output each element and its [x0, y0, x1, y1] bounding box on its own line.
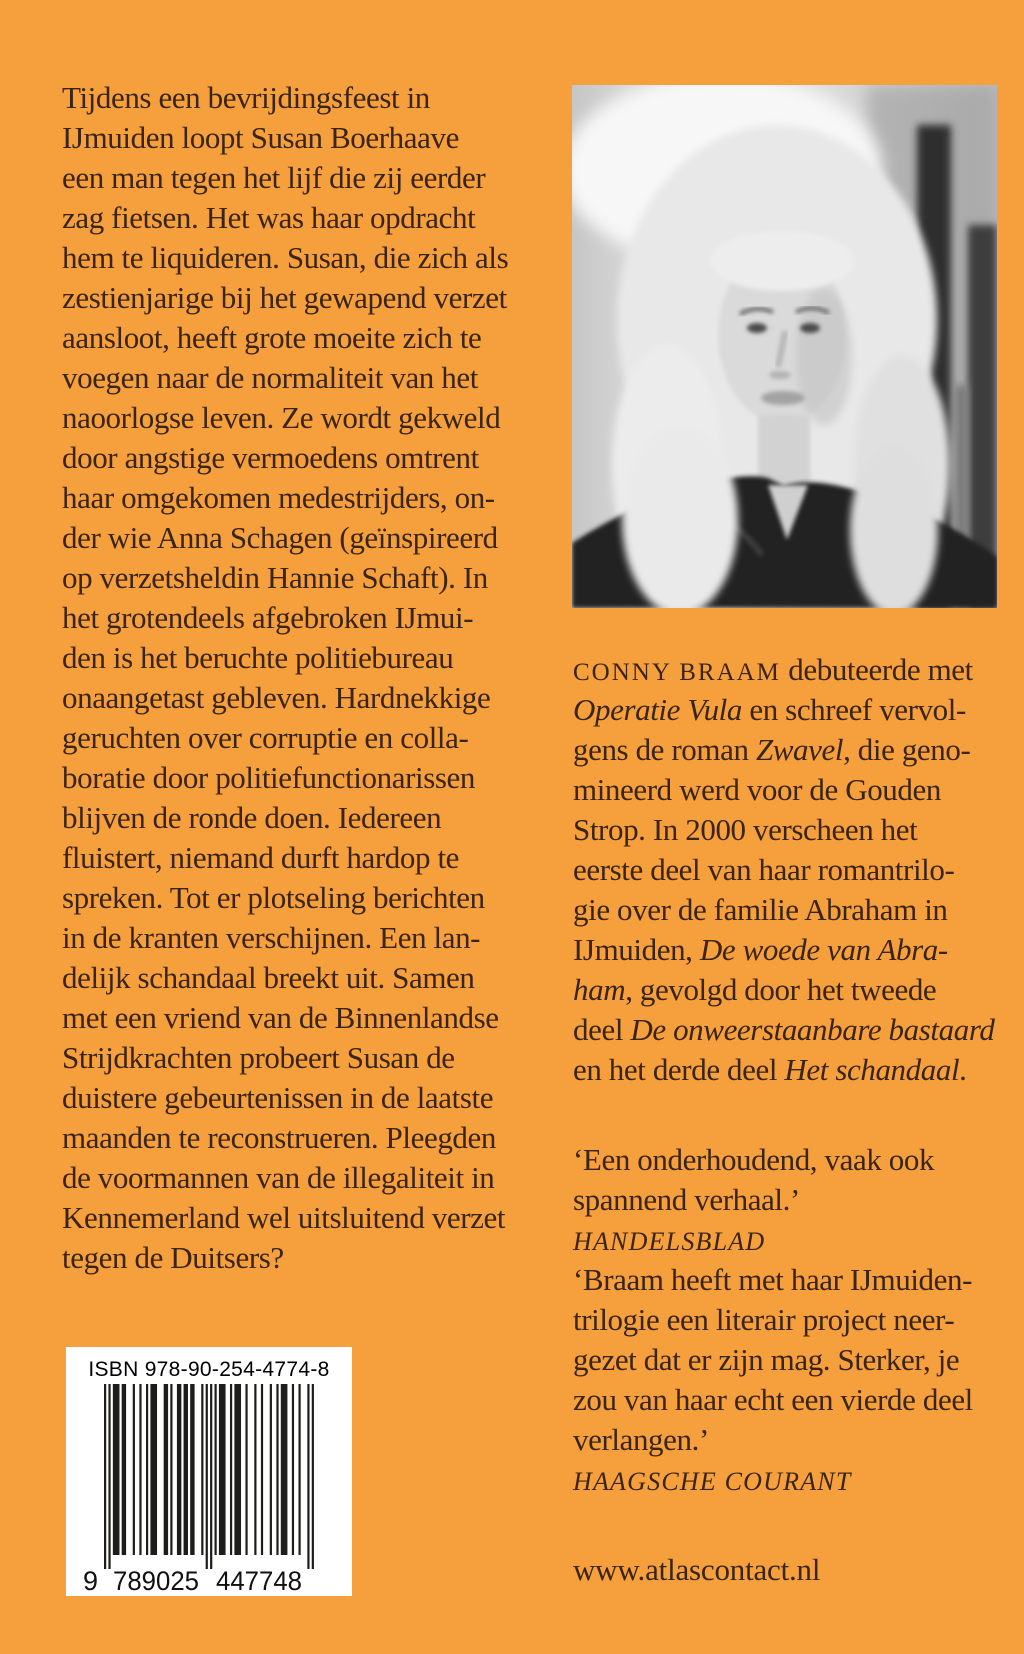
bio-line: deel De onweerstaanbare bastaard [573, 1012, 995, 1047]
synopsis-line: zag fietsen. Het was haar opdracht [62, 200, 476, 235]
author-bio-paragraph [573, 650, 1013, 1090]
synopsis-line: op verzetsheldin Hannie Schaft). In [62, 560, 488, 595]
author-photo-image [572, 85, 997, 608]
bio-line: CONNY BRAAM debuteerde met [573, 652, 973, 687]
synopsis-line: den is het beruchte politiebureau [62, 640, 454, 675]
synopsis-line: een man tegen het lijf die zij eerder [62, 160, 486, 195]
synopsis-line: de voormannen van de illegaliteit in [62, 1160, 495, 1195]
bio-line: eerste deel van haar romantrilo- [573, 852, 955, 887]
bio-line: Strop. In 2000 verscheen het [573, 812, 918, 847]
quote-line: verlangen.’ [573, 1422, 709, 1457]
synopsis-line: Tijdens een bevrijdingsfeest in [62, 80, 430, 115]
synopsis-line: maanden te reconstrueren. Pleegden [62, 1120, 496, 1155]
synopsis-line: in de kranten verschijnen. Een lan- [62, 920, 481, 955]
synopsis-line: het grotendeels afgebroken IJmui- [62, 600, 474, 635]
bio-line: ham, gevolgd door het tweede [573, 972, 937, 1007]
synopsis-line: IJmuiden loopt Susan Boerhaave [62, 120, 459, 155]
bio-line: en het derde deel Het schandaal. [573, 1052, 967, 1087]
synopsis-line: Kennemerland wel uitsluitend verzet [62, 1200, 506, 1235]
isbn-label: ISBN 978-90-254-4774-8 [88, 1358, 330, 1381]
synopsis-line: Strijdkrachten probeert Susan de [62, 1040, 455, 1075]
bio-line: mineerd werd voor de Gouden [573, 772, 941, 807]
publisher-url: www.atlascontact.nl [573, 1552, 821, 1587]
synopsis-line: aansloot, heeft grote moeite zich te [62, 320, 482, 355]
synopsis-line: met een vriend van de Binnenlandse [62, 1000, 499, 1035]
synopsis-line: fluistert, niemand durft hardop te [62, 840, 460, 875]
quote-line: HAAGSCHE COURANT [573, 1467, 852, 1496]
bio-line: gie over de familie Abraham in [573, 892, 948, 927]
synopsis-line: duistere gebeurtenissen in de laatste [62, 1080, 494, 1115]
synopsis-line: door angstige vermoedens omtrent [62, 440, 479, 475]
barcode-digits: 789025 [113, 1566, 199, 1596]
synopsis-line: geruchten over corruptie en colla- [62, 720, 469, 755]
barcode-digits: 447748 [216, 1566, 302, 1596]
synopsis-line: onaangetast gebleven. Hardnekkige [62, 680, 491, 715]
quote-line: gezet dat er zijn mag. Sterker, je [573, 1342, 960, 1377]
quote-line: spannend verhaal.’ [573, 1182, 800, 1217]
synopsis-line: boratie door politiefunctionarissen [62, 760, 475, 795]
isbn-box [66, 1347, 352, 1596]
synopsis-line: delijk schandaal breekt uit. Samen [62, 960, 475, 995]
review-quotes [573, 1140, 1013, 1500]
quote-line: ‘Braam heeft met haar IJmuiden- [573, 1262, 973, 1297]
synopsis-line: voegen naar de normaliteit van het [62, 360, 478, 395]
bio-line: Operatie Vula en schreef vervol- [573, 692, 966, 727]
quote-line: HANDELSBLAD [573, 1227, 766, 1256]
barcode-digits: 9 [82, 1566, 98, 1596]
quote-line: trilogie een literair project neer- [573, 1302, 955, 1337]
quote-line: zou van haar echt een vierde deel [573, 1382, 973, 1417]
synopsis-line: zestienjarige bij het gewapend verzet [62, 280, 507, 315]
author-column [573, 650, 1013, 1500]
ean13-barcode [66, 1347, 352, 1596]
quote-line: ‘Een onderhoudend, vaak ook [573, 1142, 935, 1177]
synopsis-paragraph [62, 78, 532, 1278]
synopsis-line: blijven de ronde doen. Iedereen [62, 800, 442, 835]
synopsis-line: haar omgekomen medestrijders, on- [62, 480, 495, 515]
synopsis-line: hem te liquideren. Susan, die zich als [62, 240, 509, 275]
synopsis-line: tegen de Duitsers? [62, 1240, 284, 1275]
synopsis-line: der wie Anna Schagen (geïnspireerd [62, 520, 498, 555]
synopsis-line: spreken. Tot er plotseling berichten [62, 880, 485, 915]
synopsis-line: naoorlogse leven. Ze wordt gekweld [62, 400, 501, 435]
bio-line: gens de roman Zwavel, die geno- [573, 732, 971, 767]
author-photo [572, 85, 997, 608]
bio-line: IJmuiden, De woede van Abra- [573, 932, 948, 967]
